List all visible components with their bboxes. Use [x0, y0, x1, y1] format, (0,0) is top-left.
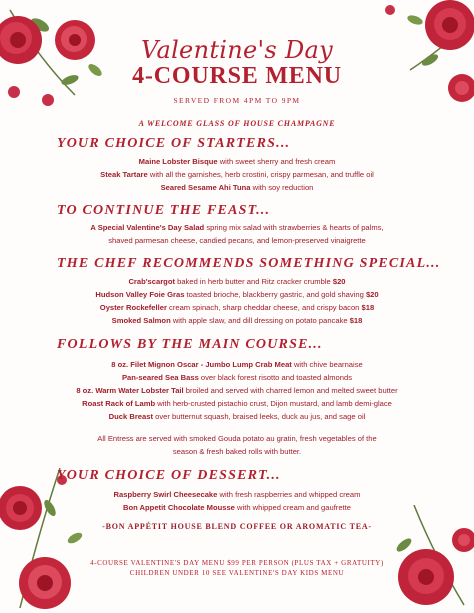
item-desc: baked in herb butter and Ritz cracker crumble	[175, 277, 333, 286]
menu-item	[0, 157, 474, 166]
entree-note-line-1: All Entress are served with smoked Gouda potato au gratin, fresh vegetables of the	[97, 434, 377, 443]
item-name: Pan-seared Sea Bass	[121, 373, 199, 382]
item-name: A Special Valentine's Day Salad	[90, 223, 205, 232]
item-name: Hudson Valley Foie Gras	[95, 290, 185, 299]
script-title: Valentine's Day	[141, 36, 333, 64]
section-heading-main-course: FOLLOWS BY THE MAIN COURSE...	[57, 337, 323, 352]
item-desc: over butternut squash, braised leeks, duck au jus, and sage oil	[152, 412, 366, 421]
menu-item	[0, 490, 474, 499]
menu-item	[0, 360, 474, 369]
section-heading-chef: THE CHEF RECOMMENDS SOMETHING SPECIAL...	[57, 256, 441, 271]
item-desc: with apple slaw, and dill dressing on potato pancake	[170, 316, 350, 325]
item-name: Roast Rack of Lamb	[82, 399, 156, 408]
menu-item	[0, 290, 474, 299]
item-desc: cream spinach, sharp cheddar cheese, and crispy bacon	[166, 303, 362, 312]
item-name: 8 oz. Filet Mignon Oscar - Jumbo Lump Crab Meat	[111, 360, 292, 369]
item-desc: over black forest risotto and toasted almonds	[198, 373, 353, 382]
item-desc: toasted brioche, blackberry gastric, and gold shaving	[184, 290, 366, 299]
item-name: 8 oz. Warm Water Lobster Tail	[76, 386, 184, 395]
item-name: Bon Appetit Chocolate Mousse	[122, 503, 235, 512]
section-heading-dessert: YOUR CHOICE OF DESSERT...	[57, 468, 281, 483]
welcome-line: A WELCOME GLASS OF HOUSE CHAMPAGNE	[138, 119, 336, 128]
item-desc: with fresh raspberries and whipped cream	[217, 490, 361, 499]
menu-item	[0, 503, 474, 512]
section-heading-feast: TO CONTINUE THE FEAST...	[57, 203, 271, 218]
menu-item	[0, 386, 474, 395]
item-name: Duck Breast	[108, 412, 153, 421]
item-desc: with soy reduction	[250, 183, 314, 192]
entree-note-line-2: season & fresh baked rolls with butter.	[172, 447, 302, 456]
menu-item	[0, 303, 474, 312]
menu-item	[0, 399, 474, 408]
item-desc: spring mix salad with strawberries & hearts of palms,	[204, 223, 384, 232]
item-name: Maine Lobster Bisque	[138, 157, 218, 166]
menu-item	[0, 183, 474, 192]
served-hours: SERVED FROM 4PM TO 9PM	[173, 96, 301, 105]
item-name: Raspberry Swirl Cheesecake	[113, 490, 218, 499]
item-price: $18	[349, 316, 363, 325]
item-price: $20	[332, 277, 346, 286]
item-price: $20	[365, 290, 379, 299]
menu-item	[0, 316, 474, 325]
item-price: $18	[361, 303, 375, 312]
item-name: Crab'scargot	[128, 277, 175, 286]
coffee-tea-line: -BON APPÉTIT HOUSE BLEND COFFEE OR AROMATIC TEA-	[102, 522, 372, 531]
item-name: Smoked Salmon	[111, 316, 171, 325]
item-name: Oyster Rockefeller	[99, 303, 167, 312]
menu-item-continued: shaved parmesan cheese, candied pecans, and lemon-preserved vinaigrette	[108, 236, 366, 245]
kids-menu-footer: CHILDREN UNDER 10 SEE VALENTINE'S DAY KIDS MENU	[129, 569, 345, 577]
item-name: Seared Sesame Ahi Tuna	[160, 183, 251, 192]
menu-item	[0, 223, 474, 232]
main-title: 4-COURSE MENU	[132, 63, 342, 89]
section-heading-starters: YOUR CHOICE OF STARTERS...	[57, 136, 291, 151]
menu-item	[0, 277, 474, 286]
item-desc: broiled and served with charred lemon and melted sweet butter	[183, 386, 398, 395]
item-desc: with sweet sherry and fresh cream	[217, 157, 336, 166]
menu-item	[0, 373, 474, 382]
item-desc: with herb-crusted pistachio crust, Dijon mustard, and lamb demi-glace	[155, 399, 392, 408]
item-name: Steak Tartare	[100, 170, 148, 179]
menu-item	[0, 170, 474, 179]
price-footer: 4-COURSE VALENTINE'S DAY MENU $99 PER PERSON (PLUS TAX + GRATUITY)	[90, 559, 384, 567]
item-desc: with all the garnishes, herb crostini, crispy parmesan, and truffle oil	[147, 170, 374, 179]
menu-item	[0, 412, 474, 421]
item-desc: with chive bearnaise	[291, 360, 363, 369]
item-desc: with whipped cream and gaufrette	[234, 503, 352, 512]
